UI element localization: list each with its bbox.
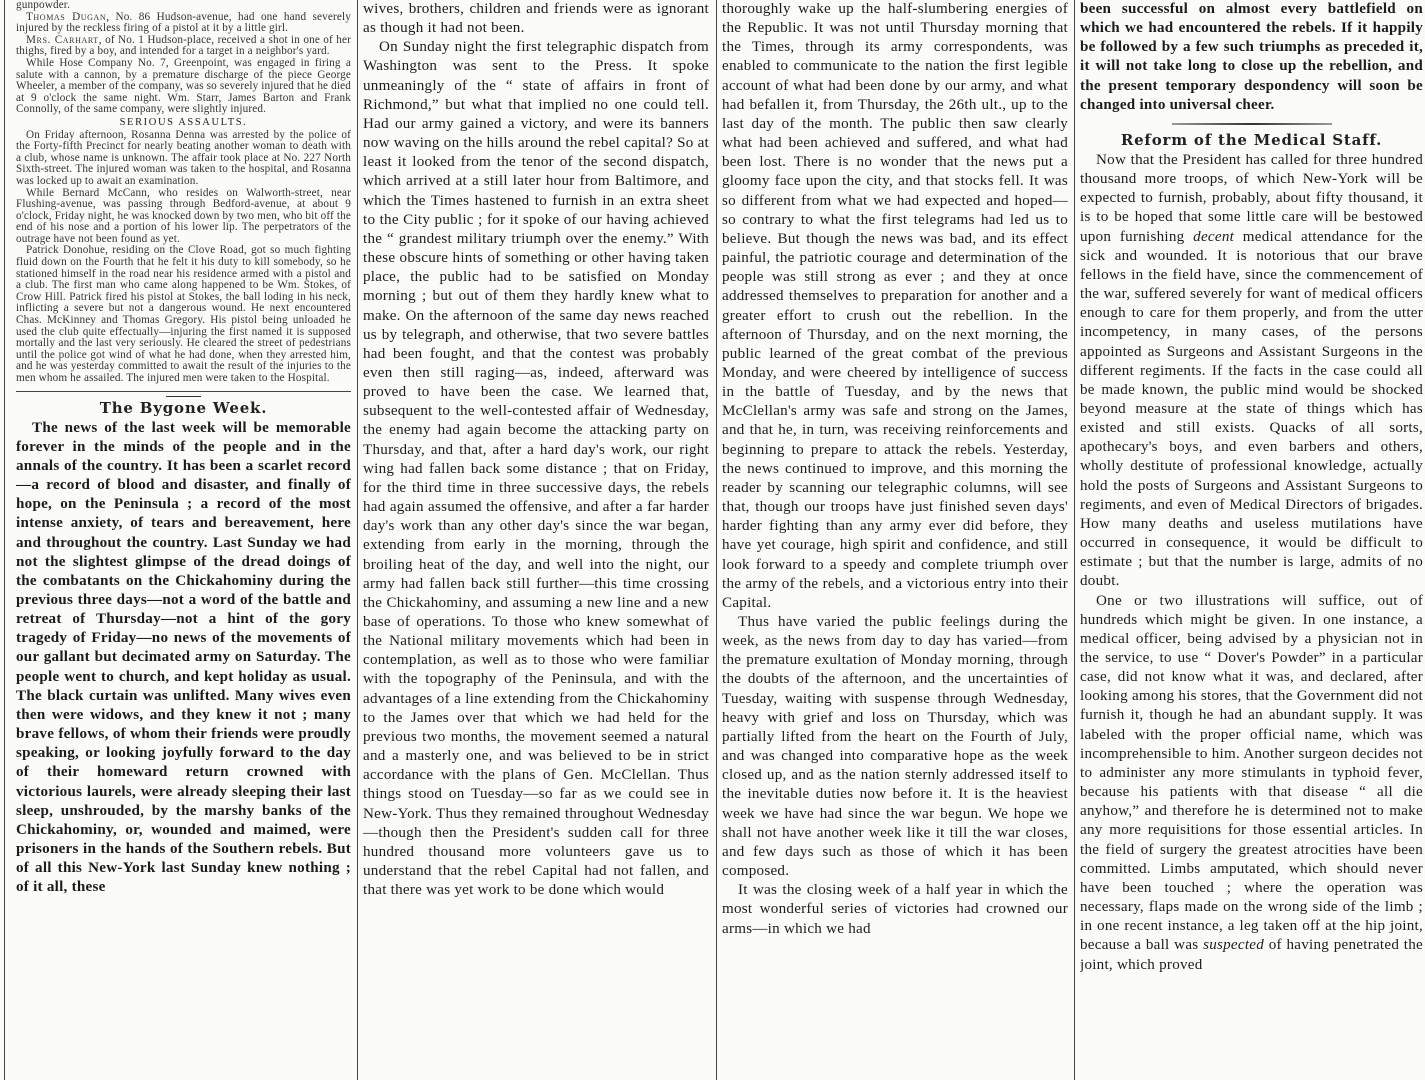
column-rule bbox=[716, 0, 717, 1080]
news-item: Patrick Donohue, residing on the Clove Road, got so much fighting fluid down on the Fourth that he felt it his duty to kill somebody, so he stationed himself in the road near his residence armed with a pistol and a club. The first man who came along happened to be Wm. Stokes, of Crow Hill. Patrick fired his pistol at Stokes, the ball loding in his neck, inflicting a severe but not a dangerous wound. He next encountered Chas. McKinney and Thomas Gregory. His pistol being unloaded he used the club quite effectually—injuring the first named it is supposed mortally and the last very seriously. He cleared the street of pedestrians until the police got wind of what he had done, when they arrested him, and he was yesterday committed to await the result of the injuries to the men whom he assailed. The injured men were taken to the Hospital. bbox=[16, 244, 351, 384]
column-rule bbox=[4, 0, 5, 1080]
article-paragraph: been successful on almost every battlefield on which we had encountered the rebels. If it happily be followed by a few such triumphs as preceded it, it will not take long to close up the rebellion, and the present temporary despondency will soon be changed into universal cheer. bbox=[1080, 1, 1423, 113]
article-paragraph: The news of the last week will be memorable forever in the minds of the people and in the annals of the country. It has been a scarlet record—a record of blood and disaster, and finally of hope, on the Peninsula ; a record of the most intense anxiety, of tears and bereavement, here and throughout the country. Last Sunday we had not the slightest glimpse of the dread doings of the combatants on the Chickahominy during the previous three days—not a word of the battle and retreat of Thursday—not a hint of the gory tragedy of Friday—no news of the movements of our gallant but decimated army on Saturday. The people went to church, and kept holiday as usual. The black curtain was unlifted. Many wives even then were widows, and they knew it not ; many brave fellows, of whom their friends were proudly speaking, or looking joyfully forward to the day of their homeward return crowned with victorious laurels, were already sleeping their last sleep, unshrouded, by the marshy banks of the Chickahominy, or, wounded and maimed, were prisoners in the hands of the Southern rebels. But of all this New-York last Sunday knew nothing ; of it all, these bbox=[16, 419, 351, 896]
local-news-section bbox=[16, 0, 351, 385]
column-rule bbox=[357, 0, 358, 1080]
person-name: Mrs. Carhart bbox=[26, 33, 99, 46]
news-item: Mrs. Carhart, of No. 1 Hudson-place, received a shot in one of her thighs, fired by a boy, and intended for a target in a neighbor's yard. bbox=[16, 33, 351, 58]
article-body bbox=[722, 0, 1068, 939]
article-paragraph: Thus have varied the public feelings during the week, as the news from day to day has varied—from the premature exultation of Monday morning, through the doubts of the afternoon, and the uncertainties of Tuesday, waiting with suspense through Wednesday, heavy with grief and loss on Thursday, which was partially lifted from the heart on the Fourth of July, and was changed into comparative hope as the week closed up, and as the nation sternly addressed itself to the inevitable duties now before it. It is the heaviest week we have had since the war begun. We hope we shall not have another week like it till the war closes, and few days such as those of which it has been composed. bbox=[722, 614, 1068, 880]
news-item: While Bernard McCann, who resides on Walworth-street, near Flushing-avenue, was passing through Bedford-avenue, at about 9 o'clock, Friday night, he was knocked down by two men, who bit off the end of his nose and a portion of his lower lip. The perpetrators of the outrage have not been found as yet. bbox=[16, 186, 351, 245]
person-name: Thomas Dugan bbox=[26, 10, 107, 23]
article-body bbox=[16, 419, 351, 898]
column-2 bbox=[363, 0, 709, 1080]
article-paragraph: It was the closing week of a half year in which the most wonderful series of victories had crowned our arms—in which we had bbox=[722, 882, 1068, 937]
article-body bbox=[1080, 0, 1423, 115]
article-paragraph: thoroughly wake up the half-slumbering energies of the Republic. It was not until Thursday morning that the Times, through its army correspondents, was enabled to communicate to the nation the first legible account of what had been done by our army, and what had befallen it, from Thursday, the 26th ult., up to the last day of the month. The public then saw clearly what had been achieved and suffered, and what had been lost. There is no wonder that the news put a gloomy face upon the city, and that stocks fell. It was so different from what we had expected and hoped—so contrary to what the first telegrams had led us to believe. But though the news was bad, and its effect painful, the patriotic courage and determination of the people was still strong as ever ; and they at once addressed themselves to preparation for another and a greater effort to crush out the rebellion. In the afternoon of Thursday, and on the next morning, the public learned of the great combat of the previous Monday, and were cheered by intelligence of success in the battle of Tuesday, and by the news that McClellan's army was safe and strong on the James, and that he, in turn, was receiving reinforcements and beginning to prepare to attack the rebels. Yesterday, the news continued to improve, and this morning the reader by scanning our telegraphic columns, will see that, though our troops have just finished seven days' harder fighting than any army ever did before, they have yet courage, high spirit and confidence, and still look forward to a speedy and complete triumph over the army of the rebels, and a victorious entry into their Capital. bbox=[722, 1, 1068, 611]
column-4 bbox=[1080, 0, 1423, 1080]
section-divider bbox=[1172, 123, 1332, 125]
article-title-bygone-week: The Bygone Week. bbox=[99, 398, 268, 417]
article-title-medical-staff: Reform of the Medical Staff. bbox=[1120, 130, 1383, 149]
news-item: Thomas Dugan, No. 86 Hudson-avenue, had one hand severely injured by the reckless firing of a pistol at it by a little girl. bbox=[16, 10, 351, 35]
article-body bbox=[1080, 151, 1423, 975]
article-paragraph: wives, brothers, children and friends were as ignorant as though it had not been. bbox=[363, 1, 709, 37]
article-body bbox=[363, 0, 709, 900]
news-item: On Friday afternoon, Rosanna Denna was arrested by the police of the Forty-fifth Precinct for nearly beating another woman to death with a club, whose name is unknown. The affair took place at No. 227 North Sixth-street. The injured woman was taken to the hospital, and Rosanna was locked up to await an examination. bbox=[16, 128, 351, 187]
article-paragraph: Now that the President has called for three hundred thousand more troops, of which New-York will be expected to furnish, probably, about fifty thousand, it is to be hoped that some little care will be bestowed upon furnishing decent medical attendance for the sick and wounded. It is notorious that our brave fellows in the field have, since the commencement of the war, suffered severely for want of medical officers enough to care for them properly, and from the utter incompetency, in many cases, of the persons appointed as Surgeons and Assistant Surgeons in the different regiments. If the facts in the case could all be made known, the public mind would be shocked beyond measure at the state of things which has existed and still exists. Quacks of all sorts, apothecary's boys, and even barbers and others, wholly destitute of professional knowledge, actually hold the posts of Surgeons and Assistant Surgeons to regiments, and even of Medical Directors of brigades. How many deaths and useless mutilations have occurred in consequence, it would be difficult to estimate ; but that the number is large, admits of no doubt. bbox=[1080, 151, 1423, 590]
fragment-text: gunpowder. bbox=[16, 0, 71, 11]
article-paragraph: One or two illustrations will suffice, out of hundreds which might be given. In one instance, a medical officer, being advised by a physician not in the service, to use “ Dover's Powder” in a particular case, did not know what it was, and declared, after looking among his stores, that the Government did not furnish it, though he had an abundant supply. It was labeled with the proper official name, which was incomprehensible to him. Another surgeon decides not to administer any more stimulants in typhoid fever, because his patients with that disease “ all die anyhow,” and therefore he is determined not to make any more requisitions for those essential articles. In the field of surgery the greatest atrocities have been committed. Limbs amputated, which should never have been touched ; where the operation was necessary, flaps made on the wrong side of the limb ; in one recent instance, a leg taken off at the hip joint, because a ball was suspected of having penetrated the joint, which proved bbox=[1080, 592, 1423, 973]
article-paragraph: On Sunday night the first telegraphic dispatch from Washington was sent to the Press. It spoke unmeaningly of the “ state of affairs in front of Richmond,” but what that implied no one could tell. Had our army gained a victory, and were its banners now waving on the hills around the rebel capital? So at least it looked from the tenor of the second dispatch, which arrived at a still later hour from Baltimore, and which the Times hastened to furnish in an extra sheet to the City public ; for it spoke of our having achieved the “ grandest military triumph over the enemy.” With these obscure hints of something or other having taken place, the public had to be satisfied on Monday morning ; but out of them they hardly knew what to make. On the afternoon of the same day news reached us by telegraph, and otherwise, that two severe battles had been fought, and that the contest was probably even then still raging—as, indeed, afterward was proved to have been the case. We learned that, subsequent to the well-contested affair of Wednesday, the enemy had again become the attacking party on Thursday, and that, after a hard day's work, our right wing had fallen back some distance ; that on Friday, for the third time in three successive days, the rebels had again assumed the offensive, and after a far harder day's work than any other day's since the war began, extending from early in the morning, through the broiling heat of the day, and well into the night, our army had fallen back still further—this time crossing the Chickahominy, and assuming a new line and a new base of operations. To those who knew somewhat of the National military movements which had been in contemplation, as well as to those who were familiar with the topography of the Peninsula, and with the advantages of a line extending from the Chickahominy to the James over that which we had held for the previous two months, the movement seemed a natural and a masterly one, and was believed to be in strict accordance with the plans of Gen. McClellan. Thus things stood on Tuesday—so far as we could see in New-York. Thus they remained throughout Wednesday—though then the President's sudden call for three hundred thousand more volunteers gave us to understand that the rebel Capital had not fallen, and that there was yet work to be done which would bbox=[363, 39, 709, 899]
column-rule bbox=[1074, 0, 1075, 1080]
news-item: While Hose Company No. 7, Greenpoint, was engaged in firing a salute with a cannon, by a premature discharge of the piece George Wheeler, a member of the company, was so severely injured that he died at 9 o'clock the same night. Wm. Starr, James Barton and Frank Connolly, of the same company, were slightly injured. bbox=[16, 56, 351, 116]
section-divider bbox=[16, 390, 351, 392]
column-3 bbox=[722, 0, 1068, 1080]
subheading-serious-assaults: SERIOUS ASSAULTS. bbox=[119, 116, 248, 128]
short-rule bbox=[166, 396, 201, 397]
column-1 bbox=[16, 0, 351, 1080]
